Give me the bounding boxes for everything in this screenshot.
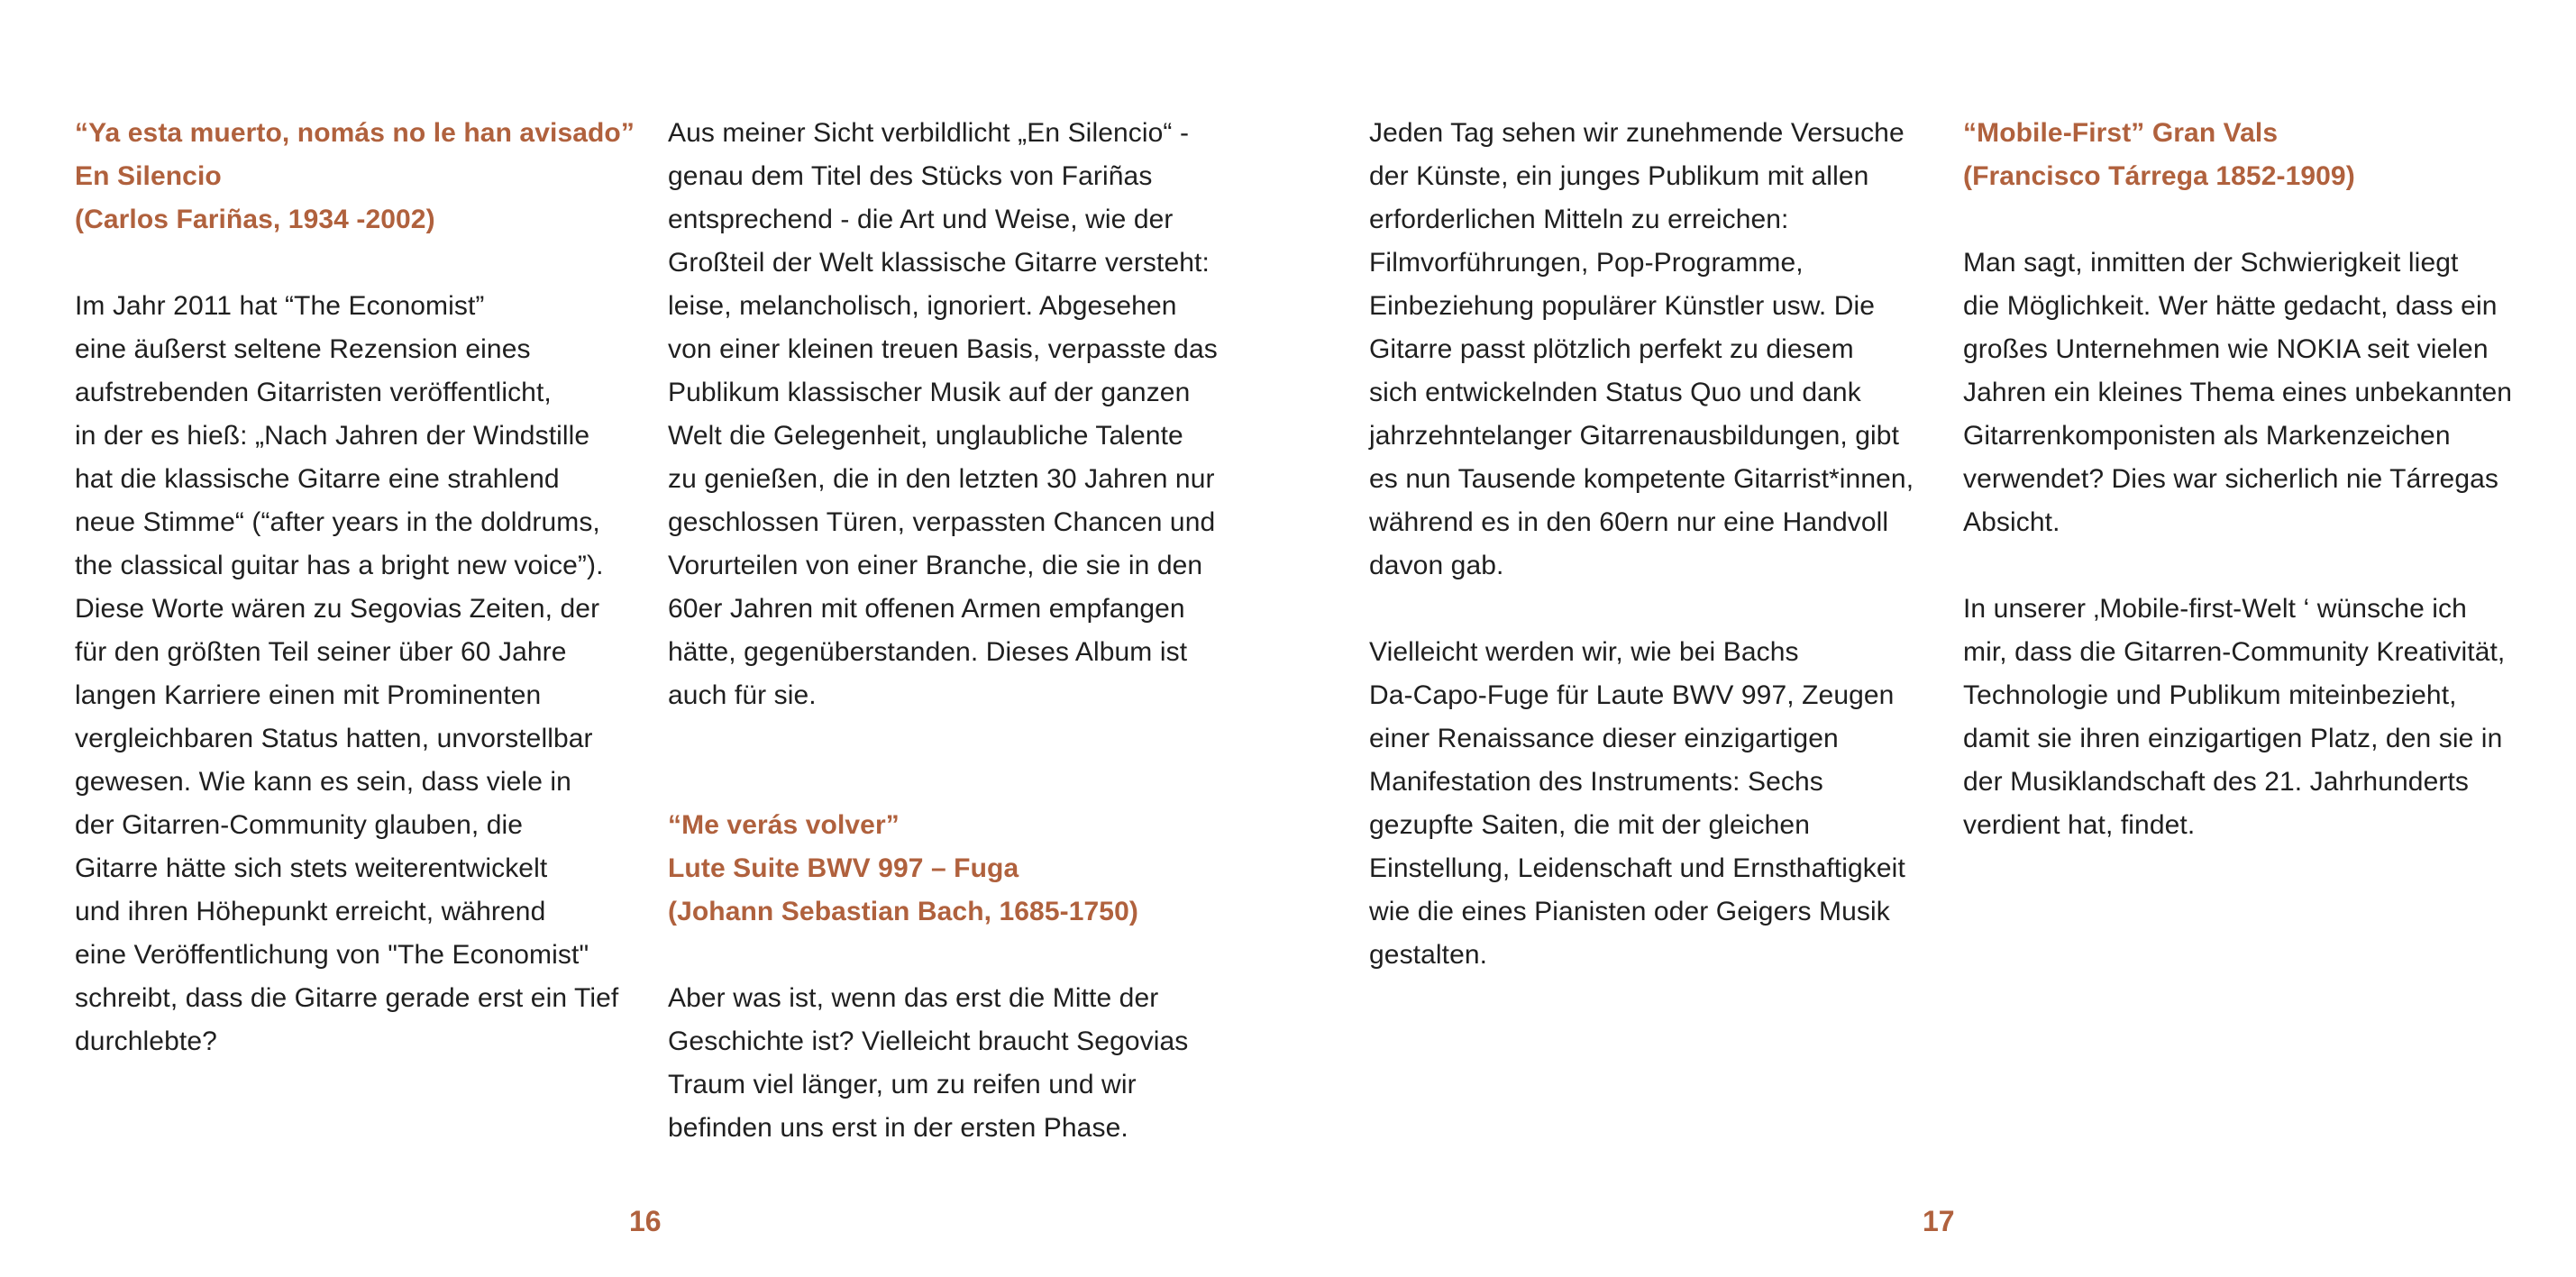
- text-line: Jeden Tag sehen wir zunehmende Versuche: [1369, 118, 1905, 148]
- page-number-right: 17: [1923, 1205, 1955, 1237]
- paragraph-gap: [668, 934, 1245, 977]
- section-gap: [668, 717, 1245, 804]
- text-line: und ihren Höhepunkt erreicht, während: [75, 897, 546, 926]
- text-line: Manifestation des Instruments: Sechs: [1369, 767, 1823, 797]
- text-line: Filmvorführungen, Pop-Programme,: [1369, 248, 1804, 278]
- body-paragraph: [668, 977, 1245, 1150]
- text-line: gestalten.: [1369, 940, 1488, 970]
- text-line: einer Renaissance dieser einzigartigen: [1369, 724, 1839, 753]
- text-line: Diese Worte wären zu Segovias Zeiten, der: [75, 594, 600, 624]
- text-line: verwendet? Dies war sicherlich nie Tárregas: [1963, 464, 2499, 494]
- text-line: durchlebte?: [75, 1026, 217, 1056]
- text-line: Im Jahr 2011 hat “The Economist”: [75, 291, 485, 321]
- text-line: die Möglichkeit. Wer hätte gedacht, dass ein: [1963, 291, 2498, 321]
- text-line: Absicht.: [1963, 507, 2060, 537]
- text-line: mir, dass die Gitarren-Community Kreativität,: [1963, 637, 2506, 667]
- text-line: gezupfte Saiten, die mit der gleichen: [1369, 810, 1811, 840]
- text-line: wie die eines Pianisten oder Geigers Musik: [1369, 897, 1890, 926]
- heading-line: (Francisco Tárrega 1852-1909): [1963, 161, 2355, 191]
- text-line: Publikum klassischer Musik auf der ganzen: [668, 378, 1191, 407]
- text-line: Aber was ist, wenn das erst die Mitte der: [668, 983, 1159, 1013]
- text-line: Traum viel länger, um zu reifen und wir: [668, 1070, 1137, 1099]
- text-line: Technologie und Publikum miteinbezieht,: [1963, 680, 2457, 710]
- text-line: schreibt, dass die Gitarre gerade erst ein Tief: [75, 983, 619, 1013]
- heading-line: “Ya esta muerto, nomás no le han avisado”: [75, 118, 635, 148]
- text-line: der Künste, ein junges Publikum mit allen: [1369, 161, 1869, 191]
- page-number-left: 16: [629, 1205, 662, 1237]
- text-line: vergleichbaren Status hatten, unvorstellbar: [75, 724, 593, 753]
- text-line: sich entwickelnden Status Quo und dank: [1369, 378, 1861, 407]
- paragraph-gap: [75, 242, 625, 285]
- heading-line: (Carlos Fariñas, 1934 -2002): [75, 205, 435, 234]
- text-line: großes Unternehmen wie NOKIA seit vielen: [1963, 334, 2489, 364]
- heading-line: Lute Suite BWV 997 – Fuga: [668, 853, 1019, 883]
- text-line: Da-Capo-Fuge für Laute BWV 997, Zeugen: [1369, 680, 1895, 710]
- body-paragraph: [1963, 242, 2540, 544]
- text-line: jahrzehntelanger Gitarrenausbildungen, gibt: [1369, 421, 1900, 451]
- text-line: entsprechend - die Art und Weise, wie der: [668, 205, 1174, 234]
- column-2: [668, 112, 1245, 1150]
- text-line: der Gitarren-Community glauben, die: [75, 810, 524, 840]
- text-line: der Musiklandschaft des 21. Jahrhunderts: [1963, 767, 2469, 797]
- text-line: erforderlichen Mitteln zu erreichen:: [1369, 205, 1789, 234]
- text-line: Aus meiner Sicht verbildlicht „En Silencio“ -: [668, 118, 1190, 148]
- text-line: in der es hieß: „Nach Jahren der Windstille: [75, 421, 590, 451]
- body-paragraph: [75, 285, 625, 1063]
- text-line: Geschichte ist? Vielleicht braucht Segovias: [668, 1026, 1189, 1056]
- text-line: Gitarrenkomponisten als Markenzeichen: [1963, 421, 2451, 451]
- text-line: aufstrebenden Gitarristen veröffentlicht,: [75, 378, 552, 407]
- text-line: langen Karriere einen mit Prominenten: [75, 680, 542, 710]
- text-line: eine Veröffentlichung von "The Economist": [75, 940, 589, 970]
- column-3: [1369, 112, 1928, 977]
- heading-line: (Johann Sebastian Bach, 1685-1750): [668, 897, 1138, 926]
- text-line: genau dem Titel des Stücks von Fariñas: [668, 161, 1153, 191]
- body-paragraph: [1369, 631, 1928, 977]
- section-heading-en-silencio: [75, 112, 635, 242]
- text-line: Vorurteilen von einer Branche, die sie in den: [668, 551, 1203, 580]
- text-line: Man sagt, inmitten der Schwierigkeit liegt: [1963, 248, 2459, 278]
- text-line: Einbeziehung populärer Künstler usw. Die: [1369, 291, 1876, 321]
- section-heading-gran-vals: [1963, 112, 2540, 198]
- column-1: [75, 112, 635, 1063]
- text-line: von einer kleinen treuen Basis, verpasste das: [668, 334, 1218, 364]
- body-paragraph: [1963, 588, 2540, 847]
- text-line: neue Stimme“ (“after years in the doldrums,: [75, 507, 600, 537]
- text-line: 60er Jahren mit offenen Armen empfangen: [668, 594, 1185, 624]
- text-line: eine äußerst seltene Rezension eines: [75, 334, 531, 364]
- text-line: damit sie ihren einzigartigen Platz, den sie in: [1963, 724, 2503, 753]
- body-paragraph: [668, 112, 1245, 717]
- text-line: gewesen. Wie kann es sein, dass viele in: [75, 767, 571, 797]
- text-line: für den größten Teil seiner über 60 Jahre: [75, 637, 567, 667]
- text-line: es nun Tausende kompetente Gitarrist*innen,: [1369, 464, 1914, 494]
- column-4: [1963, 112, 2540, 847]
- body-paragraph: [1369, 112, 1928, 588]
- text-line: zu genießen, die in den letzten 30 Jahren nur: [668, 464, 1215, 494]
- text-line: während es in den 60ern nur eine Handvoll: [1369, 507, 1889, 537]
- text-line: auch für sie.: [668, 680, 817, 710]
- text-line: Gitarre hätte sich stets weiterentwickelt: [75, 853, 548, 883]
- text-line: davon gab.: [1369, 551, 1504, 580]
- text-line: the classical guitar has a bright new voice”).: [75, 551, 604, 580]
- text-line: Großteil der Welt klassische Gitarre versteht:: [668, 248, 1210, 278]
- text-line: Jahren ein kleines Thema eines unbekannten: [1963, 378, 2513, 407]
- text-line: Welt die Gelegenheit, unglaubliche Talente: [668, 421, 1183, 451]
- paragraph-gap: [1963, 198, 2540, 242]
- text-line: Gitarre passt plötzlich perfekt zu diesem: [1369, 334, 1854, 364]
- heading-line: “Me verás volver”: [668, 810, 900, 840]
- paragraph-gap: [1963, 544, 2540, 588]
- text-line: hat die klassische Gitarre eine strahlend: [75, 464, 560, 494]
- text-line: verdient hat, findet.: [1963, 810, 2196, 840]
- section-heading-me-veras-volver: [668, 804, 1245, 934]
- text-line: geschlossen Türen, verpassten Chancen und: [668, 507, 1216, 537]
- text-line: In unserer ‚Mobile-first-Welt ‘ wünsche ich: [1963, 594, 2467, 624]
- heading-line: En Silencio: [75, 161, 222, 191]
- text-line: leise, melancholisch, ignoriert. Abgesehen: [668, 291, 1177, 321]
- text-line: Einstellung, Leidenschaft und Ernsthaftigkeit: [1369, 853, 1905, 883]
- text-line: hätte, gegenüberstanden. Dieses Album ist: [668, 637, 1188, 667]
- text-line: Vielleicht werden wir, wie bei Bachs: [1369, 637, 1799, 667]
- text-line: befinden uns erst in der ersten Phase.: [668, 1113, 1128, 1143]
- paragraph-gap: [1369, 588, 1928, 631]
- heading-line: “Mobile-First” Gran Vals: [1963, 118, 2279, 148]
